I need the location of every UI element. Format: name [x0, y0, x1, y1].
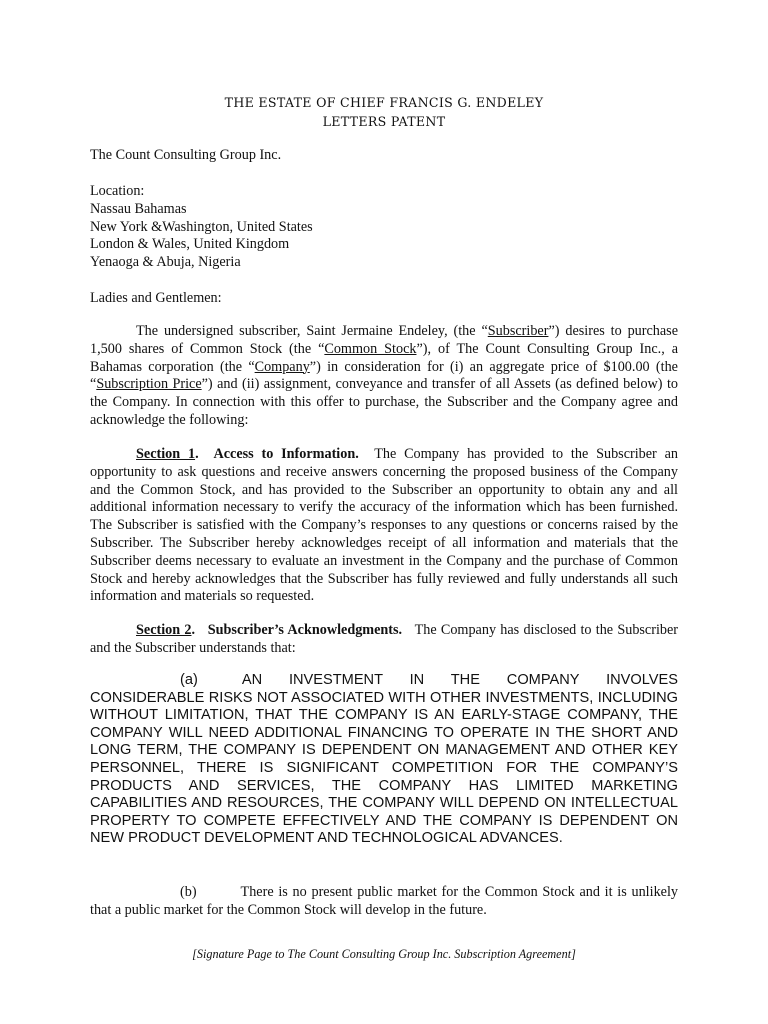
intro-text: ”) in consideration for (i) an aggregate price of $100.00 (the “ [90, 358, 678, 393]
intro-text: ”), of The Count Consulting Group Inc., a Bahamas corporation (the “ [90, 340, 679, 375]
item-b-text: There is no present public market for the Common Stock and it is unlikely that a public market for the Common Stock will develop in the future. [90, 884, 678, 918]
section-1-paragraph: Section 1. Access to Information. The Company has provided to the Subscriber an opportunity to ask questions and receive answers concerning the proposed business of the Company and the Common Stock, and has provided to the Subscriber an opportunity to obtain any and all additional information necessary to verify the accuracy of the information which has been furnished. The Subscriber is satisfied with the Company’s responses to any questions or concerns raised by the Subscriber. The Subscriber hereby acknowledges receipt of all information and materials that the Subscriber deems necessary to evaluate an investment in the Company and the purchase of Common Stock and hereby acknowledges that the Subscriber has fully reviewed and fully understands all such information and materials so requested. [90, 446, 678, 605]
section-2-item-a [90, 672, 678, 848]
location-label: Location: [90, 183, 145, 199]
title-line-1: THE ESTATE OF CHIEF FRANCIS G. ENDELEY [224, 95, 544, 110]
location-line: London & Wales, United Kingdom [90, 236, 290, 253]
section-2-item-b [90, 884, 678, 920]
item-a-label: (a) [180, 672, 198, 688]
section-2-paragraph: Section 2. Subscriber’s Acknowledgments. The Company has disclosed to the Subscriber and the Subscriber understands that: [90, 622, 679, 656]
defined-term-company: Company [254, 358, 310, 375]
location-line: Nassau Bahamas [90, 200, 187, 217]
section-2-body: The Company has disclosed to the Subscriber and the Subscriber understands that: [90, 622, 679, 656]
defined-term-common-stock: Common Stock [324, 340, 417, 357]
location-block [90, 183, 678, 272]
location-line: New York &Washington, United States [90, 218, 313, 235]
section-2-heading: Subscriber’s Acknowledgments. [207, 622, 403, 638]
addressee: The Count Consulting Group Inc. [90, 147, 282, 163]
intro-text: ”) and (ii) assignment, conveyance and transfer of all Assets (as defined below) to the Company. In connection with this offer to purchase, the Subscriber and the Company agree and acknowledge the following: [90, 376, 678, 428]
signature-page-footer: [Signature Page to The Count Consulting Group Inc. Subscription Agreement] [192, 947, 576, 961]
document-header [0, 93, 768, 131]
intro-text: The undersigned subscriber, Saint Jermaine Endeley, (the “ [136, 323, 488, 339]
section-2-number: Section 2 [136, 622, 192, 638]
section-1-heading: Access to Information. [213, 446, 359, 462]
defined-term-subscription-price: Subscription Price [96, 376, 202, 393]
item-a-text: AN INVESTMENT IN THE COMPANY INVOLVES CONSIDERABLE RISKS NOT ASSOCIATED WITH OTHER INVESTMENTS, INCLUDING WITHOUT LIMITATION, THAT THE COMPANY IS AN EARLY-STAGE COMPANY, THE COMPANY WILL NEED ADDITIONAL FINANCING TO OPERATE IN THE SHORT AND LONG TERM, THE COMPANY IS DEPENDENT ON MANAGEMENT AND OTHER KEY PERSONNEL, THERE IS SIGNIFICANT COMPETITION FOR THE COMPANY’S PRODUCTS AND SERVICES, THE COMPANY HAS LIMITED MARKETING CAPABILITIES AND RESOURCES, THE COMPANY WILL DEPEND ON INTELLECTUAL PROPERTY TO COMPETE EFFECTIVELY AND THE COMPANY IS DEPENDENT ON NEW PRODUCT DEVELOPMENT AND TECHNOLOGICAL ADVANCES. [90, 672, 678, 847]
title-line-2: LETTERS PATENT [322, 114, 446, 129]
salutation: Ladies and Gentlemen: [90, 290, 222, 306]
intro-paragraph [90, 323, 678, 430]
section-1-number: Section 1 [136, 446, 196, 462]
item-b-label: (b) [180, 884, 197, 900]
intro-text: ”) desires to purchase 1,500 shares of Common Stock (the “ [90, 323, 678, 357]
location-line: Yenaoga & Abuja, Nigeria [90, 254, 241, 271]
defined-term-subscriber: Subscriber [487, 323, 549, 339]
section-1-body: The Company has provided to the Subscriber an opportunity to ask questions and receive answers concerning the proposed business of the Company and the Common Stock, and has provided to the Subscriber an opportunity to obtain any and all additional information necessary to verify the accuracy of the information which has been furnished. The Subscriber is satisfied with the Company’s responses to any questions or concerns raised by the Subscriber. The Subscriber hereby acknowledges receipt of all information and materials that the Subscriber deems necessary to evaluate an investment in the Company and the purchase of Common Stock and hereby acknowledges that the Subscriber has fully reviewed and fully understands all such information and materials so requested. [90, 446, 678, 605]
